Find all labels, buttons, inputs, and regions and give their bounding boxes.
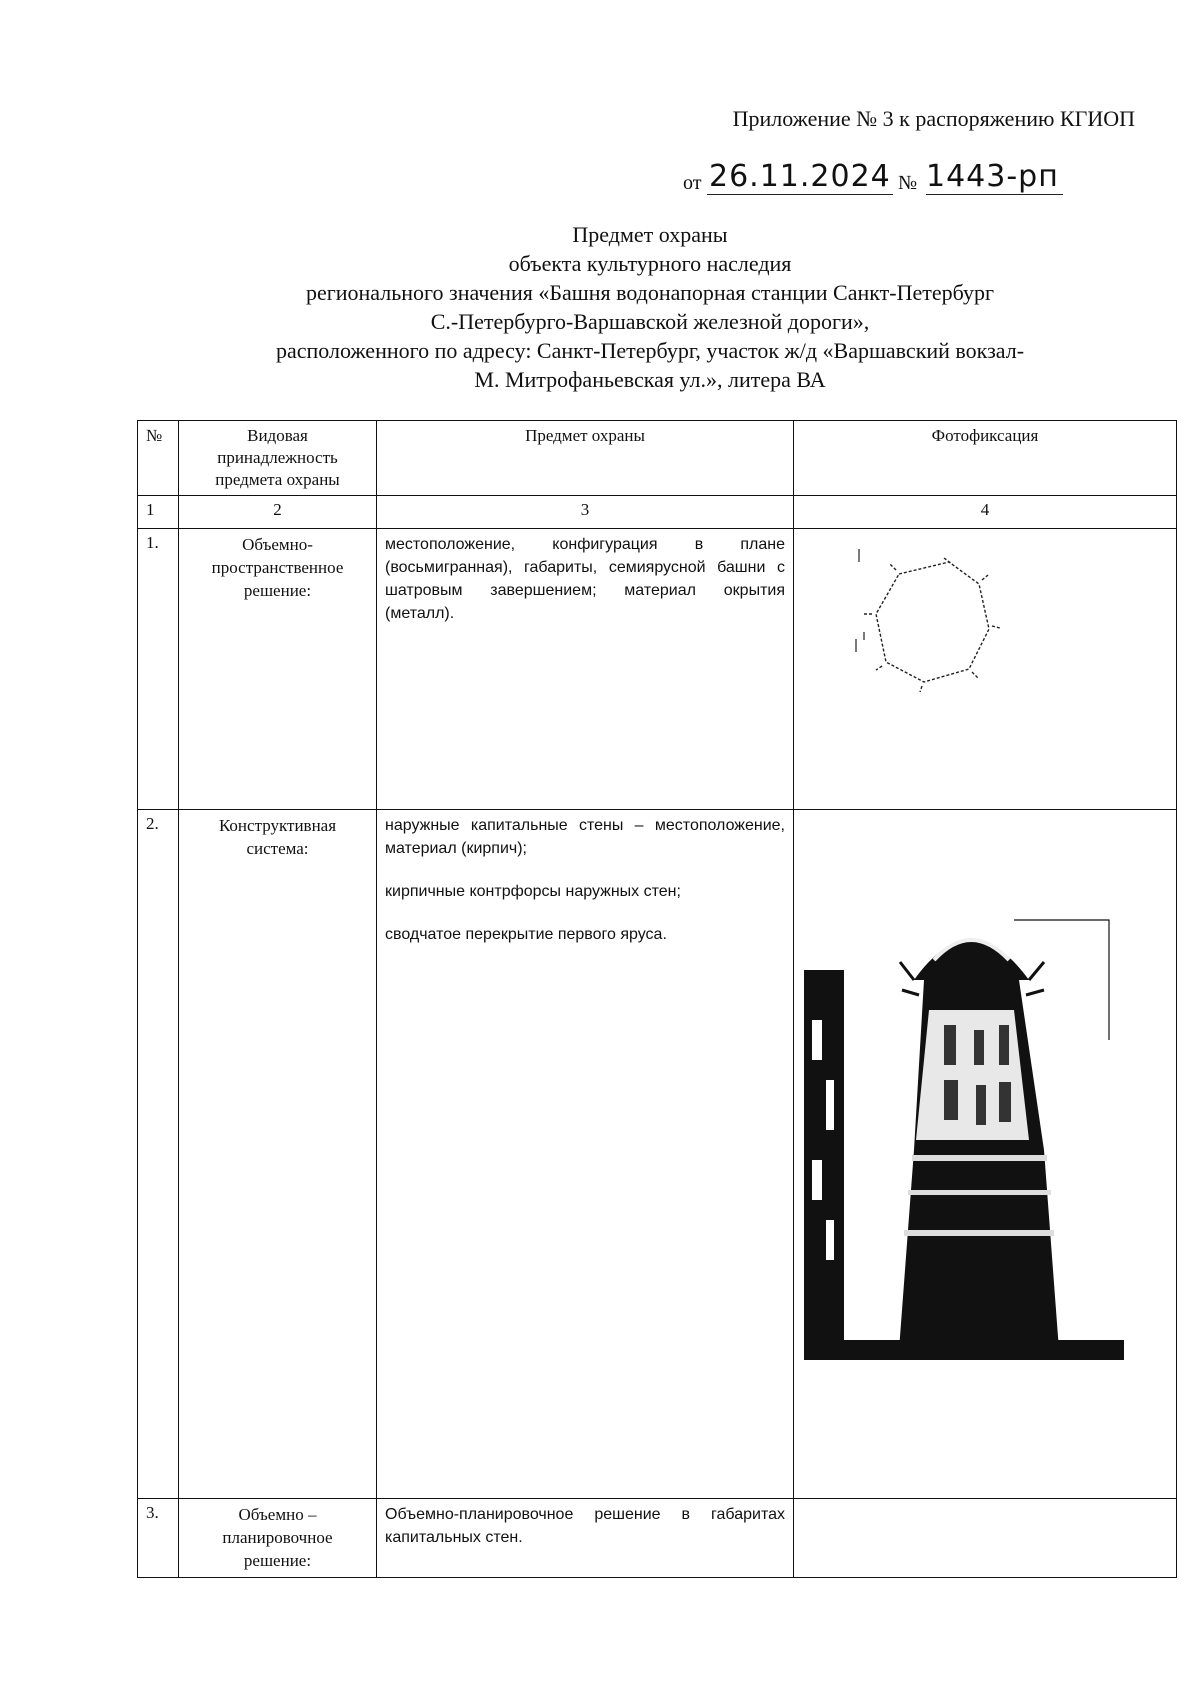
- header-subject: Предмет охраны: [377, 421, 794, 496]
- column-index: 2: [179, 496, 377, 529]
- title-line: С.-Петербурго-Варшавской железной дороги»,: [430, 309, 870, 334]
- row-type: Объемно-пространственное решение:: [179, 529, 377, 810]
- octagon-plan-image: [854, 544, 1014, 694]
- table-header-row: [138, 421, 1177, 496]
- column-index: 4: [794, 496, 1177, 529]
- row-number: 1.: [138, 529, 179, 810]
- column-index: 1: [138, 496, 179, 529]
- title-line: Предмет охраны: [572, 222, 728, 247]
- row-number: 3.: [138, 1499, 179, 1578]
- header-num: №: [138, 421, 179, 496]
- subject-item: сводчатое перекрытие первого яруса.: [385, 926, 667, 943]
- order-date: 26.11.2024: [709, 159, 891, 194]
- order-number: 1443-рп: [926, 160, 1063, 195]
- tower-image: [804, 900, 1144, 1400]
- order-reference: [683, 158, 1103, 208]
- subject-item: кирпичные контрфорсы наружных стен;: [385, 883, 681, 900]
- title-line: объекта культурного наследия: [508, 251, 792, 276]
- row-subject: [377, 1499, 794, 1578]
- row-photo-empty: [794, 1499, 1177, 1578]
- row-subject: [377, 810, 794, 1499]
- header-photo: Фотофиксация: [794, 421, 1177, 496]
- header-type: Видовая принадлежность предмета охраны: [179, 421, 377, 496]
- column-index: 3: [377, 496, 794, 529]
- title-line: расположенного по адресу: Санкт-Петербург, участок ж/д «Варшавский вокзал-: [275, 338, 1025, 363]
- protection-subject-table: [137, 420, 1177, 1578]
- row-subject: [377, 529, 794, 810]
- table-row: [138, 529, 1177, 810]
- table-row: [138, 1499, 1177, 1578]
- subject-item: наружные капитальные стены – местоположение, материал (кирпич);: [385, 817, 785, 857]
- title-line: М. Митрофаньевская ул.», литера ВА: [474, 367, 826, 392]
- subject-item: Объемно-планировочное решение в габаритах капитальных стен.: [385, 1506, 785, 1546]
- from-label: от: [683, 172, 702, 194]
- tower-photo: [794, 810, 1177, 1499]
- row-type: Объемно – планировочное решение:: [179, 1499, 377, 1578]
- number-sign: №: [898, 172, 918, 194]
- title-line: регионального значения «Башня водонапорная станции Санкт-Петербург: [305, 280, 995, 305]
- row-type: Конструктивная система:: [179, 810, 377, 1499]
- plan-drawing: [794, 529, 1177, 810]
- subject-item: местоположение, конфигурация в плане (восьмигранная), габариты, семиярусной башни с шатровым завершением; материал окрытия (металл).: [385, 536, 785, 622]
- table-row: [138, 810, 1177, 1499]
- column-index-row: [138, 496, 1177, 529]
- row-number: 2.: [138, 810, 179, 1499]
- document-title: [150, 220, 1150, 394]
- appendix-header: Приложение № 3 к распоряжению КГИОП: [732, 106, 1135, 131]
